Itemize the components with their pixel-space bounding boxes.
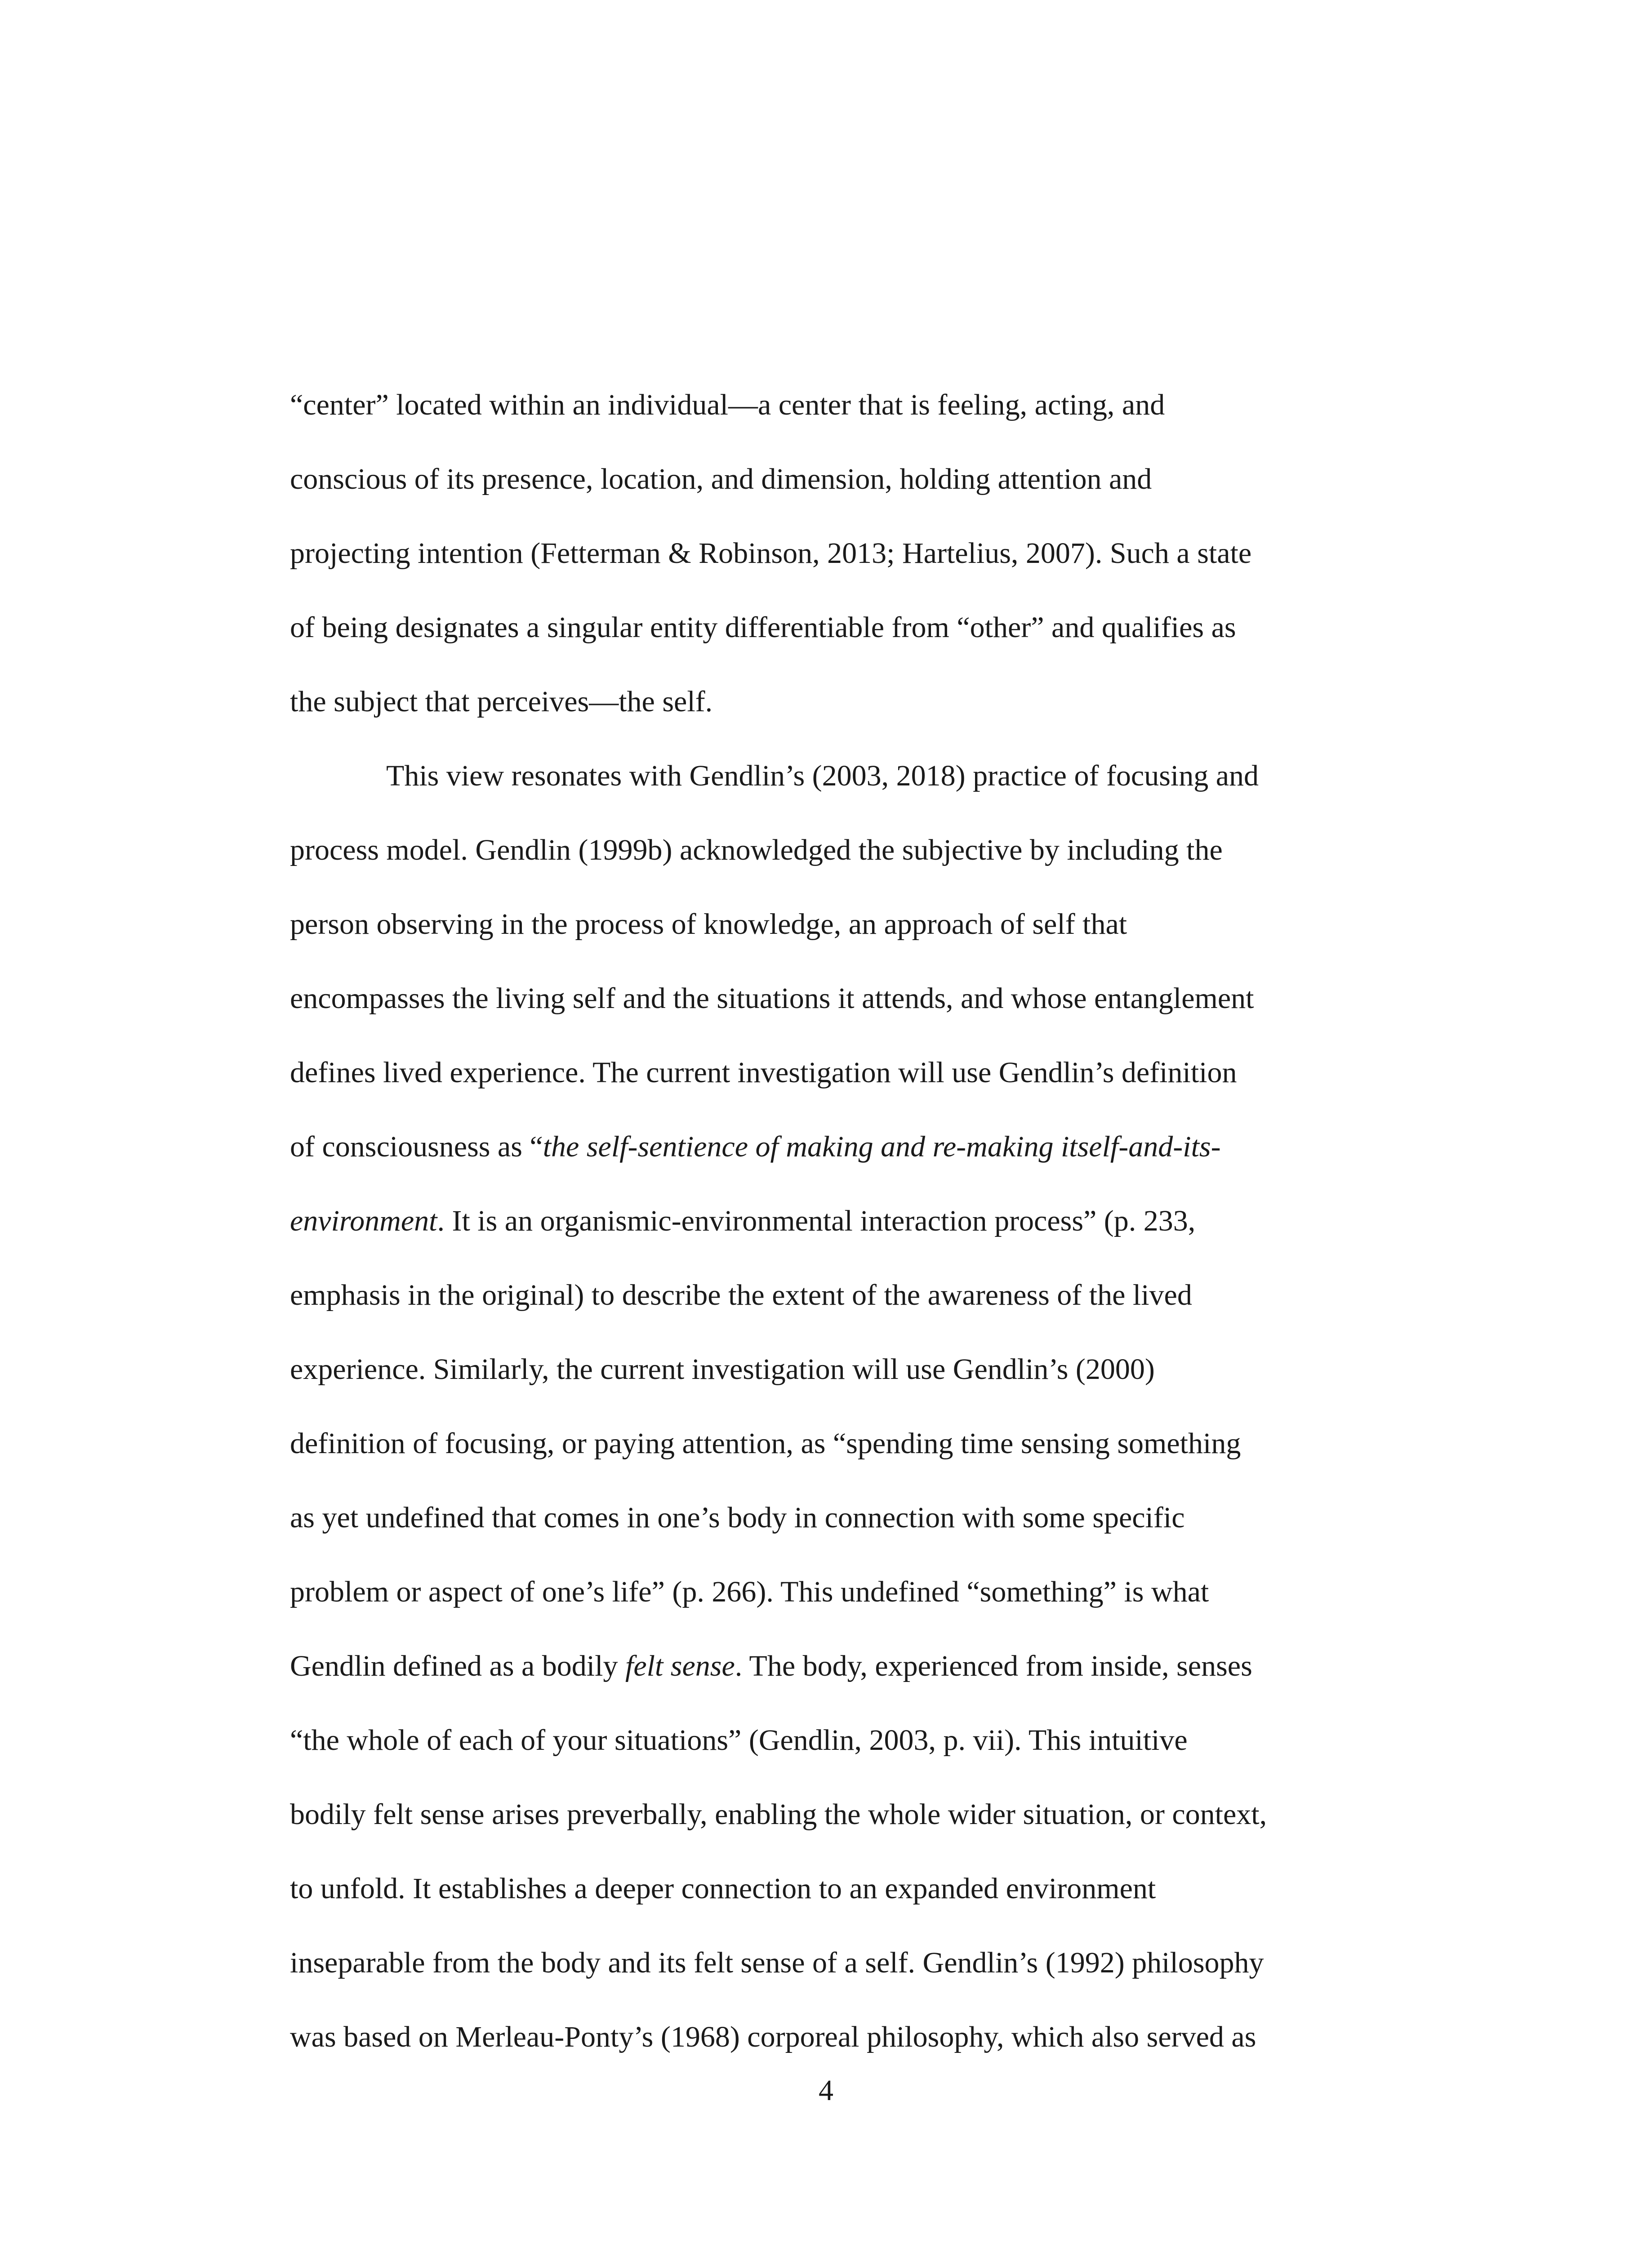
italic-term: felt sense xyxy=(625,1650,735,1682)
paragraph-first-line: This view resonates with Gendlin’s (2003, 2018) practice of focusing and xyxy=(386,759,1259,792)
text-segment: of consciousness as “ xyxy=(290,1130,543,1163)
text-segment: . It is an organismic-environmental interaction process” (p. 233, xyxy=(437,1204,1196,1237)
italic-quote: environment xyxy=(290,1204,437,1237)
page-number: 4 xyxy=(819,2074,833,2107)
text-line: of being designates a singular entity differentiable from “other” and qualifies as xyxy=(290,611,1236,644)
text-segment: Gendlin defined as a bodily xyxy=(290,1650,625,1682)
text-line: defines lived experience. The current investigation will use Gendlin’s definition xyxy=(290,1056,1237,1089)
text-line: process model. Gendlin (1999b) acknowledged the subjective by including the xyxy=(290,834,1223,866)
text-line: definition of focusing, or paying attention, as “spending time sensing something xyxy=(290,1427,1241,1460)
text-line: as yet undefined that comes in one’s body in connection with some specific xyxy=(290,1501,1185,1534)
text-line: encompasses the living self and the situations it attends, and whose entanglement xyxy=(290,982,1254,1015)
text-line: person observing in the process of knowledge, an approach of self that xyxy=(290,908,1127,941)
text-line: experience. Similarly, the current investigation will use Gendlin’s (2000) xyxy=(290,1353,1155,1386)
text-line xyxy=(290,1629,1364,1703)
text-line: “center” located within an individual—a center that is feeling, acting, and xyxy=(290,388,1165,421)
text-line: was based on Merleau-Ponty’s (1968) corporeal philosophy, which also served as xyxy=(290,2021,1256,2053)
text-line xyxy=(290,1184,1364,1258)
text-line: bodily felt sense arises preverbally, enabling the whole wider situation, or context, xyxy=(290,1798,1267,1831)
text-line: problem or aspect of one’s life” (p. 266). This undefined “something” is what xyxy=(290,1575,1209,1608)
text-line: projecting intention (Fetterman & Robinson, 2013; Hartelius, 2007). Such a state xyxy=(290,537,1252,570)
text-segment: . The body, experienced from inside, senses xyxy=(735,1650,1252,1682)
text-line: inseparable from the body and its felt sense of a self. Gendlin’s (1992) philosophy xyxy=(290,1946,1264,1979)
text-line: the subject that perceives—the self. xyxy=(290,685,713,718)
text-line: conscious of its presence, location, and dimension, holding attention and xyxy=(290,463,1152,495)
italic-quote: the self-sentience of making and re-making itself-and-its- xyxy=(543,1130,1221,1163)
text-line: to unfold. It establishes a deeper connection to an expanded environment xyxy=(290,1872,1156,1905)
body-text xyxy=(290,368,1364,2074)
text-line: emphasis in the original) to describe the extent of the awareness of the lived xyxy=(290,1279,1192,1311)
text-line xyxy=(290,1110,1364,1184)
text-line: “the whole of each of your situations” (Gendlin, 2003, p. vii). This intuitive xyxy=(290,1724,1188,1757)
